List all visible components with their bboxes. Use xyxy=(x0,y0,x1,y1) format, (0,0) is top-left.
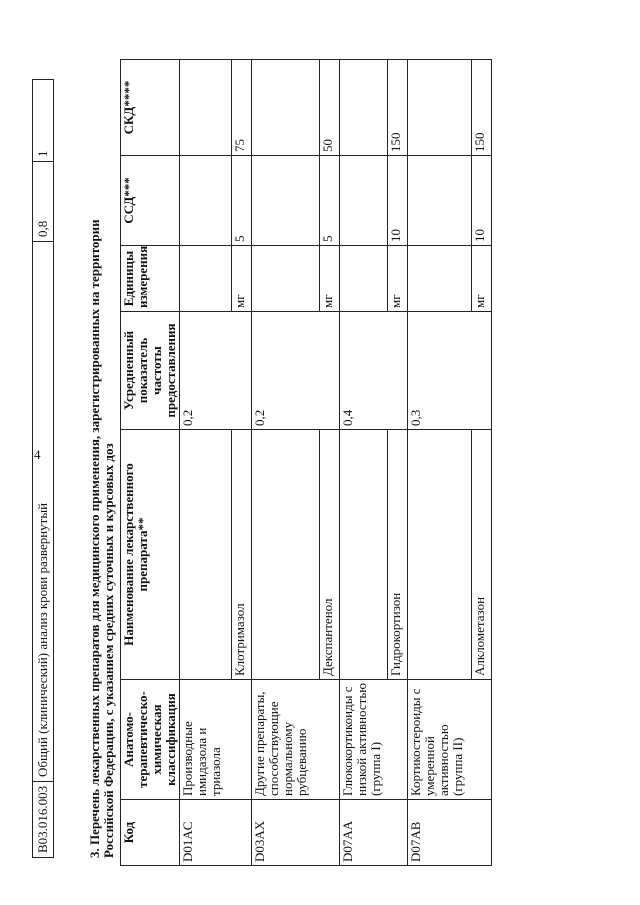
table-header-row xyxy=(121,60,180,866)
header-frequency: Усредненный показатель частоты предоставления xyxy=(121,312,180,430)
drug-unit: мг xyxy=(388,246,408,312)
service-row-table xyxy=(32,79,54,858)
group-frequency: 0,2 xyxy=(252,312,340,430)
drug-ssd: 5 xyxy=(232,156,252,246)
group-code: D03AX xyxy=(252,800,340,866)
drug-unit: мг xyxy=(232,246,252,312)
group-code: D07AB xyxy=(408,800,492,866)
drug-name: Клотримазол xyxy=(232,430,252,680)
header-ssd: ССД*** xyxy=(121,156,180,246)
header-drug: Наименование лекарственного препарата** xyxy=(121,430,180,680)
drug-name: Гидрокортизон xyxy=(388,430,408,680)
group-frequency: 0,2 xyxy=(180,312,252,430)
drug-skd: 50 xyxy=(320,60,340,156)
drug-ssd: 10 xyxy=(472,156,492,246)
table-row xyxy=(340,60,388,866)
table-row xyxy=(252,60,320,866)
section-heading-line1: 3. Перечень лекарственных препаратов для медицинского применения, зарегистрированных на территории xyxy=(87,219,102,858)
table-row xyxy=(180,60,232,866)
drug-unit: мг xyxy=(320,246,340,312)
drug-skd: 150 xyxy=(472,60,492,156)
header-atc: Анатомо-терапевтическо-химическая классификация xyxy=(121,680,180,800)
group-frequency: 0,4 xyxy=(340,312,408,430)
drug-unit: мг xyxy=(472,246,492,312)
drug-ssd: 5 xyxy=(320,156,340,246)
drug-name: Алклометазон xyxy=(472,430,492,680)
drug-name: Декспантенол xyxy=(320,430,340,680)
section-heading-line2: Российской Федерации, с указанием средних суточных и курсовых доз xyxy=(101,443,116,858)
rotated-page xyxy=(32,22,608,882)
group-atc: Другие препараты, способствующие нормальному рубцеванию xyxy=(252,680,340,800)
service-multiplicity: 1 xyxy=(33,80,54,162)
group-atc: Глюкокортикоиды с низкой активностью (группа I) xyxy=(340,680,408,800)
header-code: Код xyxy=(121,800,180,866)
section-heading xyxy=(88,58,116,858)
group-code: D07AA xyxy=(340,800,408,866)
group-frequency: 0,3 xyxy=(408,312,492,430)
drug-table xyxy=(120,59,492,866)
group-atc: Кортикостероиды с умеренной активностью (группа II) xyxy=(408,680,492,800)
service-row xyxy=(33,80,54,858)
page-number: 4 xyxy=(34,447,41,462)
service-frequency: 0,8 xyxy=(33,162,54,242)
group-atc: Производные имидазола и триазола xyxy=(180,680,252,800)
service-name: Общий (клинический) анализ крови развернутый xyxy=(33,242,54,782)
header-unit: Единицы измерения xyxy=(121,246,180,312)
table-row xyxy=(408,60,472,866)
drug-skd: 75 xyxy=(232,60,252,156)
header-skd: СКД**** xyxy=(121,60,180,156)
drug-skd: 150 xyxy=(388,60,408,156)
group-code: D01AC xyxy=(180,800,252,866)
service-code: В03.016.003 xyxy=(33,782,54,858)
drug-ssd: 10 xyxy=(388,156,408,246)
